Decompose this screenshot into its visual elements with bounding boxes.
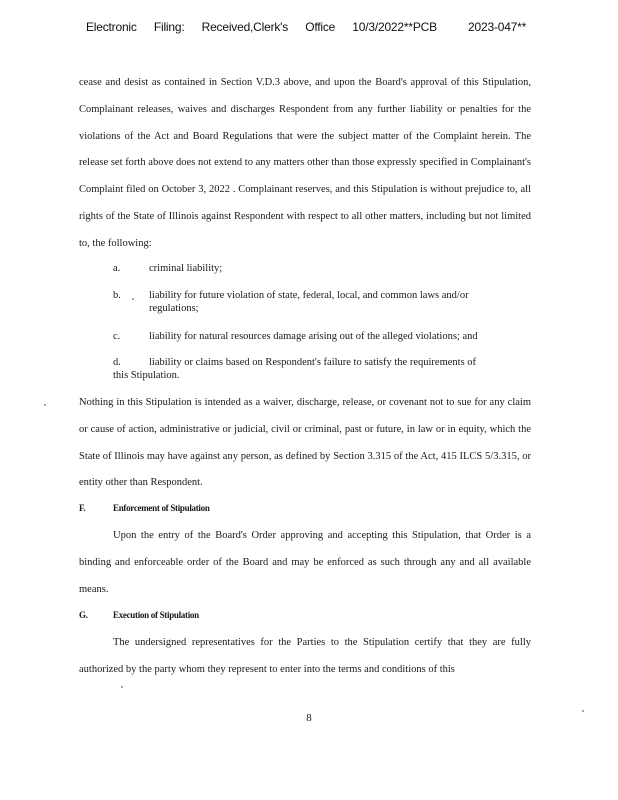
list-item-letter: d. (113, 357, 121, 368)
scan-speck (44, 404, 46, 406)
list-item-letter: a. (113, 263, 121, 274)
header-case-number: 2023-047** (468, 20, 527, 34)
paragraph-enforcement: Upon the entry of the Board's Order approving and accepting this Stipulation, that Order is a binding and enforceable order of the Board and may be enforced as such through any and all available means. (79, 530, 531, 595)
list-item-text: criminal liability; (149, 263, 223, 274)
filing-header (86, 20, 526, 34)
section-letter: G. (79, 610, 88, 620)
section-letter: F. (79, 503, 86, 513)
list-item-letter: c. (113, 331, 121, 342)
header-date: 10/3/2022**PCB (352, 20, 437, 34)
page-number: 8 (306, 712, 312, 724)
section-title: Execution of Stipulation (113, 610, 199, 620)
header-electronic: Electronic (86, 20, 137, 34)
paragraph-release: cease and desist as contained in Section V.D.3 above, and upon the Board's approval of this Stipulation, Complainant releases, waives and discharges Respondent from any further liability or penalties for the violations of the Act and Board Regulations that were the subject matter of the Complaint herein. The release set forth above does not extend to any matters other than those expressly specified in Complainant's Complaint filed on October 3, 2022 . Complainant reserves, and this Stipulation is without prejudice to, all rights of the State of Illinois against Respondent with respect to all other matters, including but not limited to, the following: (79, 77, 531, 249)
list-item-letter: b. (113, 290, 121, 301)
scan-speck (582, 710, 584, 712)
list-item-continuation: this Stipulation. (113, 370, 180, 381)
paragraph-execution: The undersigned representatives for the Parties to the Stipulation certify that they are fully authorized by the party whom they represent to enter into the terms and conditions of this (79, 637, 531, 675)
list-item-text: liability for future violation of state, federal, local, and common laws and/or regulations; (149, 290, 469, 314)
paragraph-nonwaiver: Nothing in this Stipulation is intended as a waiver, discharge, release, or covenant not to sue for any claim or cause of action, administrative or judicial, civil or criminal, past or future, in law or in equity, which the State of Illinois may have against any person, as defined by Section 3.315 of the Act, 415 ILCS 5/3.315, or entity other than Respondent. (79, 397, 531, 489)
section-heading-execution (79, 610, 199, 620)
scan-speck (121, 686, 123, 688)
section-title: Enforcement of Stipulation (113, 503, 210, 513)
header-office: Office (305, 20, 336, 34)
list-item-text: liability or claims based on Respondent's failure to satisfy the requirements of (149, 357, 477, 368)
header-received: Received,Clerk's (201, 20, 289, 34)
section-heading-enforcement (79, 503, 210, 513)
scan-speck (132, 298, 134, 300)
header-filing: Filing: (153, 20, 185, 34)
list-item-text: liability for natural resources damage arising out of the alleged violations; and (149, 331, 478, 342)
